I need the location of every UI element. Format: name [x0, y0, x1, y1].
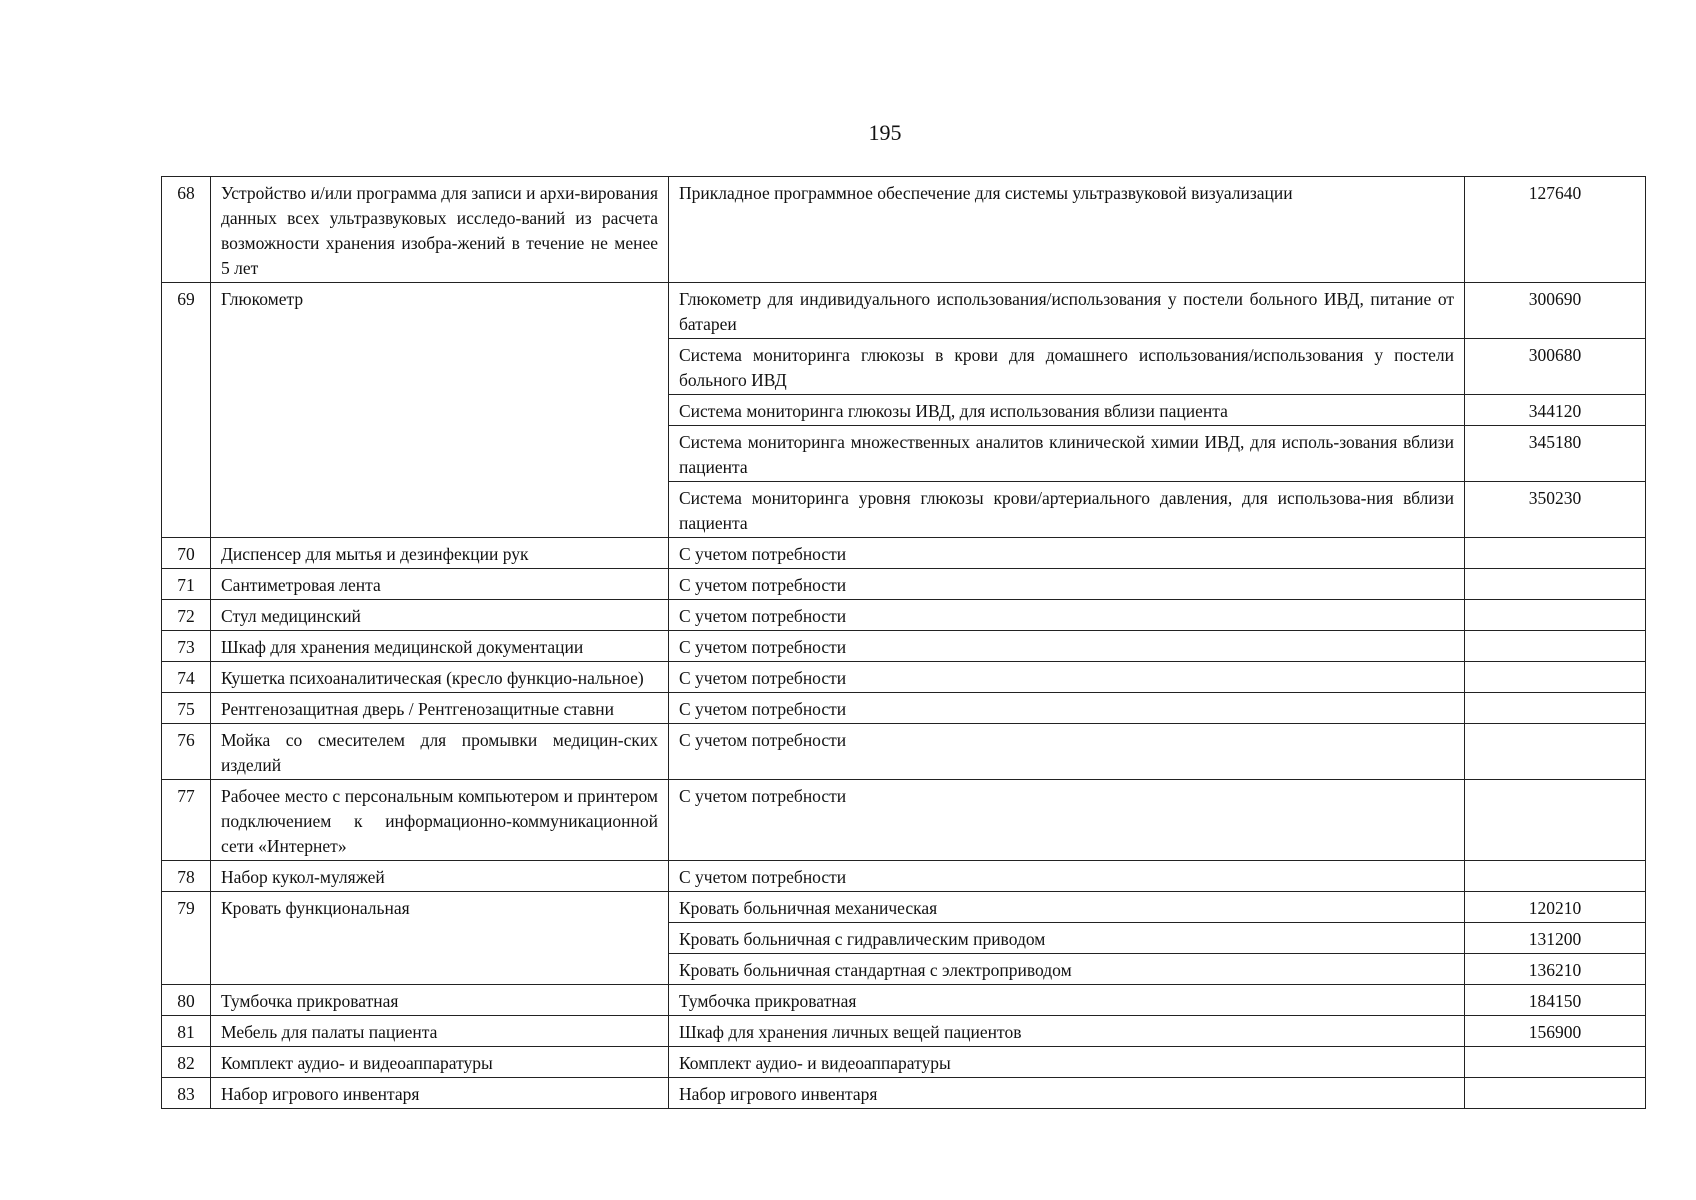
- equipment-name-cell: Устройство и/или программа для записи и архи-вирования данных всех ультразвуковых исследо-ваний из расчета возможности хранения изобра-жений в течение не менее 5 лет: [211, 177, 669, 283]
- equipment-name-cell: Кровать функциональная: [211, 892, 669, 985]
- table-row: [162, 1078, 1646, 1109]
- equipment-name-cell: Тумбочка прикроватная: [211, 985, 669, 1016]
- equipment-name-cell: Рабочее место с персональным компьютером и принтером подключением к информационно-коммуникационной сети «Интернет»: [211, 780, 669, 861]
- device-code-cell: 184150: [1465, 985, 1646, 1016]
- device-code-cell: [1465, 1078, 1646, 1109]
- equipment-name-cell: Комплект аудио- и видеоаппаратуры: [211, 1047, 669, 1078]
- device-code-cell: [1465, 569, 1646, 600]
- table-row: [162, 693, 1646, 724]
- device-code-cell: 345180: [1465, 426, 1646, 482]
- row-number-cell: 69: [162, 283, 211, 538]
- device-type-cell: С учетом потребности: [669, 662, 1465, 693]
- row-number-cell: 75: [162, 693, 211, 724]
- device-type-cell: Прикладное программное обеспечение для системы ультразвуковой визуализации: [669, 177, 1465, 283]
- table-row: [162, 724, 1646, 780]
- device-type-cell: С учетом потребности: [669, 724, 1465, 780]
- table-row: [162, 1016, 1646, 1047]
- device-type-cell: С учетом потребности: [669, 780, 1465, 861]
- device-code-cell: 300680: [1465, 339, 1646, 395]
- row-number-cell: 78: [162, 861, 211, 892]
- device-code-cell: [1465, 780, 1646, 861]
- device-code-cell: 350230: [1465, 482, 1646, 538]
- row-number-cell: 82: [162, 1047, 211, 1078]
- row-number-cell: 68: [162, 177, 211, 283]
- device-type-cell: Система мониторинга глюкозы в крови для домашнего использования/использования у постели больного ИВД: [669, 339, 1465, 395]
- equipment-name-cell: Диспенсер для мытья и дезинфекции рук: [211, 538, 669, 569]
- row-number-cell: 81: [162, 1016, 211, 1047]
- row-number-cell: 71: [162, 569, 211, 600]
- device-type-cell: С учетом потребности: [669, 861, 1465, 892]
- row-number-cell: 76: [162, 724, 211, 780]
- device-code-cell: [1465, 693, 1646, 724]
- device-type-cell: Глюкометр для индивидуального использования/использования у постели больного ИВД, питание от батареи: [669, 283, 1465, 339]
- row-number-cell: 79: [162, 892, 211, 985]
- device-type-cell: Система мониторинга уровня глюкозы крови/артериального давления, для использова-ния вблизи пациента: [669, 482, 1465, 538]
- table-row: [162, 631, 1646, 662]
- equipment-name-cell: Шкаф для хранения медицинской документации: [211, 631, 669, 662]
- device-type-cell: Кровать больничная механическая: [669, 892, 1465, 923]
- equipment-name-cell: Набор кукол-муляжей: [211, 861, 669, 892]
- device-type-cell: С учетом потребности: [669, 569, 1465, 600]
- row-number-cell: 74: [162, 662, 211, 693]
- table-row: [162, 177, 1646, 283]
- device-type-cell: Кровать больничная с гидравлическим приводом: [669, 923, 1465, 954]
- table-row: [162, 892, 1646, 923]
- row-number-cell: 83: [162, 1078, 211, 1109]
- table-row: [162, 662, 1646, 693]
- device-code-cell: 344120: [1465, 395, 1646, 426]
- device-code-cell: [1465, 538, 1646, 569]
- device-type-cell: Кровать больничная стандартная с электроприводом: [669, 954, 1465, 985]
- device-code-cell: [1465, 662, 1646, 693]
- device-type-cell: С учетом потребности: [669, 631, 1465, 662]
- table-row: [162, 569, 1646, 600]
- row-number-cell: 72: [162, 600, 211, 631]
- device-type-cell: Набор игрового инвентаря: [669, 1078, 1465, 1109]
- row-number-cell: 70: [162, 538, 211, 569]
- device-type-cell: Тумбочка прикроватная: [669, 985, 1465, 1016]
- equipment-name-cell: Набор игрового инвентаря: [211, 1078, 669, 1109]
- equipment-name-cell: Рентгенозащитная дверь / Рентгенозащитные ставни: [211, 693, 669, 724]
- equipment-table: [161, 176, 1646, 1109]
- device-type-cell: С учетом потребности: [669, 538, 1465, 569]
- table-row: [162, 861, 1646, 892]
- table-row: [162, 985, 1646, 1016]
- equipment-name-cell: Мойка со смесителем для промывки медицин-ских изделий: [211, 724, 669, 780]
- device-code-cell: 120210: [1465, 892, 1646, 923]
- equipment-name-cell: Стул медицинский: [211, 600, 669, 631]
- device-type-cell: Система мониторинга множественных аналитов клинической химии ИВД, для исполь-зования вблизи пациента: [669, 426, 1465, 482]
- equipment-name-cell: Кушетка психоаналитическая (кресло функцио-нальное): [211, 662, 669, 693]
- device-type-cell: С учетом потребности: [669, 693, 1465, 724]
- page-number: 195: [868, 120, 902, 145]
- device-code-cell: [1465, 861, 1646, 892]
- device-type-cell: Комплект аудио- и видеоаппаратуры: [669, 1047, 1465, 1078]
- table-row: [162, 600, 1646, 631]
- device-code-cell: [1465, 724, 1646, 780]
- table-row: [162, 283, 1646, 339]
- device-code-cell: [1465, 631, 1646, 662]
- table-row: [162, 780, 1646, 861]
- device-code-cell: 127640: [1465, 177, 1646, 283]
- equipment-name-cell: Сантиметровая лента: [211, 569, 669, 600]
- device-code-cell: 136210: [1465, 954, 1646, 985]
- equipment-name-cell: Глюкометр: [211, 283, 669, 538]
- device-type-cell: С учетом потребности: [669, 600, 1465, 631]
- device-code-cell: 131200: [1465, 923, 1646, 954]
- device-code-cell: 156900: [1465, 1016, 1646, 1047]
- table-row: [162, 538, 1646, 569]
- row-number-cell: 80: [162, 985, 211, 1016]
- equipment-name-cell: Мебель для палаты пациента: [211, 1016, 669, 1047]
- equipment-table-body: [162, 177, 1646, 1109]
- table-row: [162, 1047, 1646, 1078]
- row-number-cell: 73: [162, 631, 211, 662]
- device-code-cell: 300690: [1465, 283, 1646, 339]
- device-code-cell: [1465, 1047, 1646, 1078]
- row-number-cell: 77: [162, 780, 211, 861]
- device-type-cell: Система мониторинга глюкозы ИВД, для использования вблизи пациента: [669, 395, 1465, 426]
- device-code-cell: [1465, 600, 1646, 631]
- device-type-cell: Шкаф для хранения личных вещей пациентов: [669, 1016, 1465, 1047]
